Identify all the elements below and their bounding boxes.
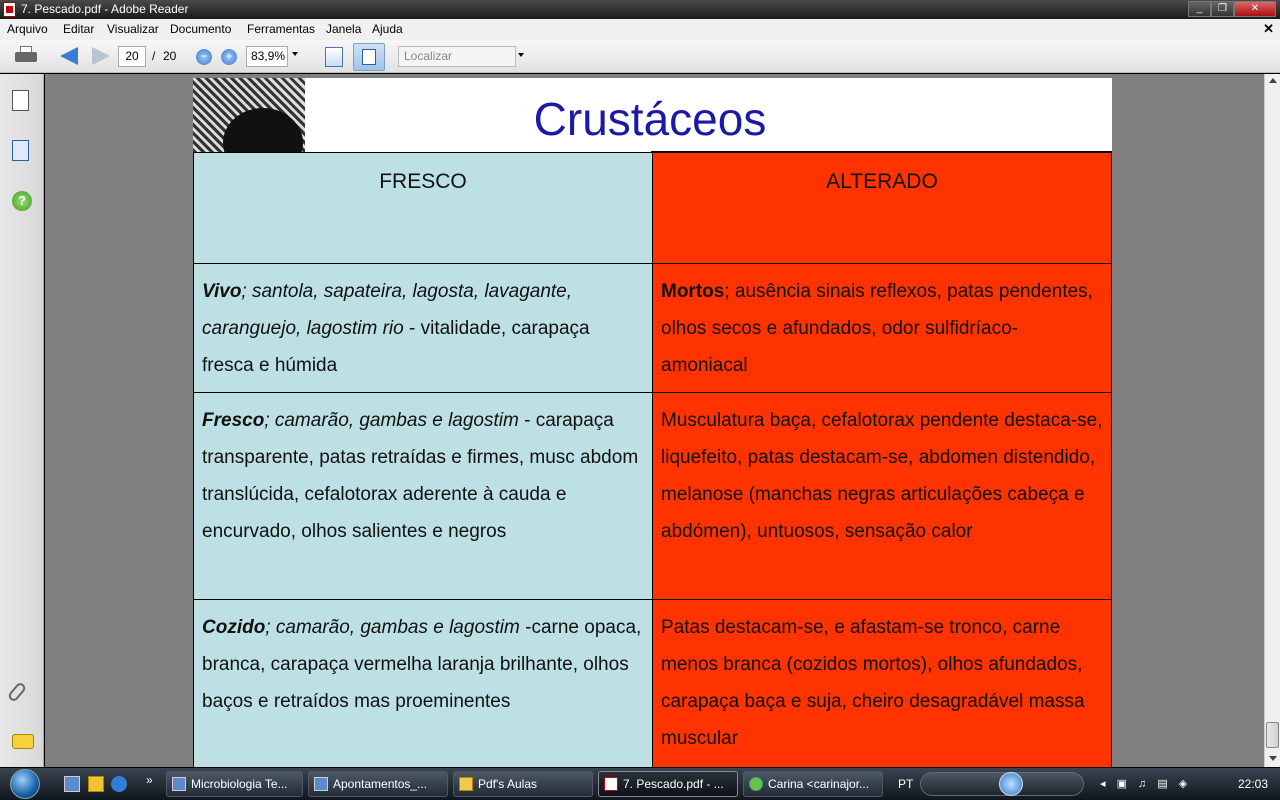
close-button[interactable]: ✕: [1234, 1, 1276, 17]
menu-janela[interactable]: Janela: [326, 22, 362, 36]
bookmarks-icon[interactable]: [12, 140, 29, 161]
media-player-icon[interactable]: [88, 776, 104, 792]
task-pdfs-aulas[interactable]: Pdf's Aulas: [453, 771, 593, 797]
messenger-icon: [749, 777, 763, 791]
menu-documento[interactable]: Documento: [170, 22, 232, 36]
vertical-scrollbar[interactable]: [1264, 74, 1280, 767]
menu-bar: [0, 19, 1280, 40]
page-separator: /: [152, 49, 156, 63]
cell-altered: Mortos; ausência sinais reflexos, patas pendentes, olhos secos e afundados, odor sulfidríaco-amoniacal: [652, 263, 1112, 393]
task-microbiologia[interactable]: Microbiologia Te...: [166, 771, 303, 797]
fit-width-icon[interactable]: [353, 43, 385, 71]
system-tray-icons[interactable]: ◂ ▣ ♫ ▤ ◈: [1100, 778, 1192, 790]
folder-icon: [459, 777, 473, 791]
scroll-up-icon[interactable]: [1269, 78, 1277, 83]
show-desktop-icon[interactable]: [64, 776, 80, 792]
word-icon: [172, 777, 186, 791]
pdf-page: [193, 78, 1112, 767]
close-document-icon[interactable]: ✕: [1263, 21, 1274, 36]
table-row: [193, 392, 1112, 600]
zoom-in-icon[interactable]: +: [221, 49, 237, 65]
window-controls: [1188, 1, 1276, 17]
pdf-icon: [604, 777, 618, 791]
mosaic-decoration-image: [193, 78, 305, 152]
comments-icon[interactable]: [12, 734, 34, 749]
task-apontamentos[interactable]: Apontamentos_...: [308, 771, 448, 797]
previous-page-icon[interactable]: [60, 47, 78, 65]
next-page-icon[interactable]: [92, 47, 110, 65]
cell-fresh: Fresco; camarão, gambas e lagostim - carapaça transparente, patas retraídas e firmes, musc abdom translúcida, cefalotorax aderente à cauda e encurvado, olhos salientes e negros: [193, 392, 652, 600]
zoom-out-icon[interactable]: −: [196, 49, 212, 65]
menu-editar[interactable]: Editar: [63, 22, 95, 36]
attachments-icon[interactable]: [7, 681, 28, 703]
menu-ajuda[interactable]: Ajuda: [372, 22, 403, 36]
menu-ferramentas[interactable]: Ferramentas: [247, 22, 316, 36]
internet-explorer-icon[interactable]: [111, 776, 127, 792]
zoom-dropdown-icon[interactable]: [292, 52, 298, 56]
adobe-reader-icon: [3, 2, 16, 17]
media-player-toolbar: [920, 772, 1084, 796]
taskbar: [0, 768, 1280, 800]
play-icon[interactable]: [999, 772, 1023, 796]
word-icon: [314, 777, 328, 791]
page-total: 20: [163, 49, 177, 63]
menu-visualizar[interactable]: Visualizar: [107, 22, 159, 36]
table-header-row: [193, 152, 1112, 264]
print-icon[interactable]: [15, 46, 37, 66]
language-indicator[interactable]: PT: [898, 777, 914, 791]
cell-altered: Musculatura baça, cefalotorax pendente destaca-se, liquefeito, patas destacam-se, abdomen distendido, melanose (manchas negras articulações cabeça e abdómen), untuosos, sensação calor: [652, 392, 1112, 600]
minimize-button[interactable]: _: [1188, 1, 1211, 17]
cell-altered: Patas destacam-se, e afastam-se tronco, carne menos branca (cozidos mortos), olhos afundados, carapaça baça e suja, cheiro desagradável massa muscular: [652, 599, 1112, 767]
slide-title: Crustáceos: [533, 93, 767, 145]
task-carina-chat[interactable]: Carina <carinajor...: [743, 771, 883, 797]
menu-arquivo[interactable]: Arquivo: [7, 22, 48, 36]
pages-icon[interactable]: [12, 90, 29, 111]
scroll-down-icon[interactable]: [1269, 756, 1277, 761]
window-title: 7. Pescado.pdf - Adobe Reader: [21, 2, 189, 16]
fit-page-icon[interactable]: [325, 47, 343, 67]
find-input[interactable]: Localizar: [398, 46, 516, 67]
zoom-level-input[interactable]: 83,9%: [246, 46, 288, 67]
toolbar: [0, 40, 1280, 73]
cell-fresh: Cozido; camarão, gambas e lagostim -carne opaca, branca, carapaça vermelha laranja brilhante, olhos baços e retraídos mas proeminentes: [193, 599, 652, 767]
navigation-pane: [0, 74, 44, 767]
find-dropdown-icon[interactable]: [518, 53, 524, 57]
cell-fresh: Vivo; santola, sapateira, lagosta, lavagante, caranguejo, lagostim rio - vitalidade, carapaça fresca e húmida: [193, 263, 652, 393]
clock[interactable]: 22:03: [1238, 777, 1269, 791]
quicklaunch-more-icon[interactable]: »: [146, 773, 153, 787]
document-area: [45, 74, 1264, 767]
header-fresco: FRESCO: [193, 152, 652, 264]
table-row: [193, 263, 1112, 393]
header-alterado: ALTERADO: [652, 152, 1112, 264]
help-icon[interactable]: ?: [12, 191, 32, 211]
task-pescado-pdf[interactable]: 7. Pescado.pdf - ...: [598, 771, 738, 797]
start-button[interactable]: [10, 769, 40, 799]
restore-button[interactable]: ❐: [1211, 1, 1234, 17]
scroll-thumb[interactable]: [1266, 722, 1279, 748]
table-row: [193, 599, 1112, 767]
page-number-input[interactable]: 20: [118, 46, 146, 67]
title-bar: [0, 0, 1280, 19]
